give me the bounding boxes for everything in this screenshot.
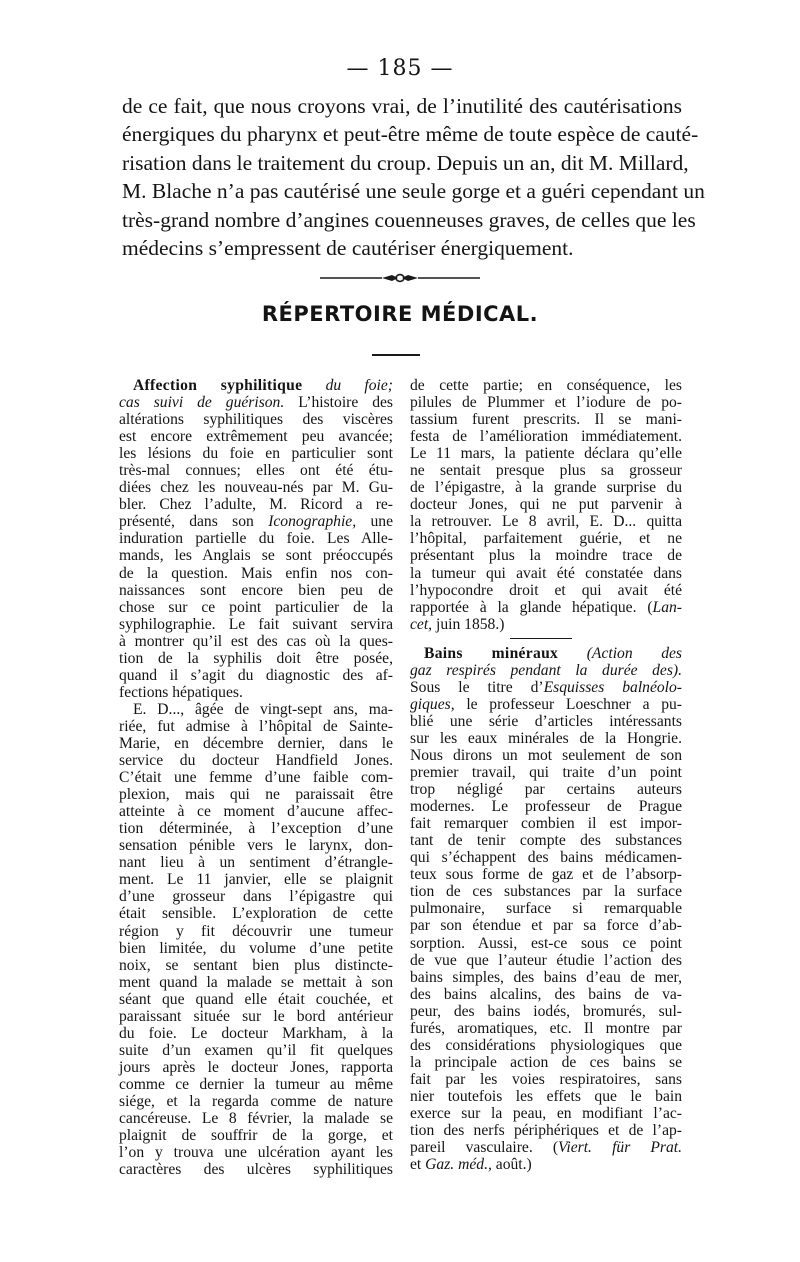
text-line: de vue que l’auteur étudie l’action des [410,951,682,969]
section-title: RÉPERTOIRE MÉDICAL. [261,302,539,326]
text-line: ment quand la malade se mettait à son [119,973,393,991]
text-line: l’on y trouva une ulcération ayant les [119,1144,393,1162]
text-line: cancéreuse. Le 8 février, la malade se [119,1110,393,1128]
text-line: par son étendue et par sa force d’ab- [410,917,682,935]
article-bains-mineraux [410,645,682,1173]
text-fragment: le professeur Loeschner a pu- [466,695,682,713]
text-line: Le 11 mars, la patiente déclara qu’elle [410,445,682,463]
text-line: nant lieu à un sentiment d’étrangle- [119,854,393,872]
text-line: C’était une femme d’une faible com- [119,769,393,787]
text-line: l’hypocondre droit et qui avait été [410,581,682,599]
intro-line: risation dans le traitement du croup. Depuis un an, dit M. Millard, [122,150,689,175]
page-number: — 185 — [346,56,454,81]
book-title: Esquisses balnéolo- [543,678,682,696]
text-line: d’une grosseur dans l’épigastre qui [119,888,393,906]
book-title: Iconographie, [268,513,357,531]
text-line: syphilographie. Le fait suivant servira [119,615,393,633]
text-line: ne sentait presque plus sa grosseur [410,462,682,480]
journal-name: Lan- [652,598,682,616]
text-line: pulmonaire, surface si remarquable [410,900,682,918]
text-line: de la question. Mais enfin nos con- [119,564,393,582]
title-rule [372,354,420,356]
text-line: plexion, mais qui ne paraissait être [119,786,393,804]
journal-name: Gaz. méd., [425,1156,492,1174]
text-fragment: Sous le titre d’ [410,678,544,696]
text-line: comme ce dernier la tumeur au même [119,1075,393,1093]
source-citation [410,599,682,616]
text-line: plaignit de souffrir de la gorge, et [119,1127,393,1145]
text-line: furés, aromatiques, etc. Il montre par [410,1019,682,1037]
text-line: tion déterminée, à l’exception d’une [119,820,393,838]
text-line: peur, des bains iodés, bromurés, sul- [410,1002,682,1020]
text-line: blié une série d’articles intéressants [410,712,682,730]
article-separator [510,638,572,639]
text-line: modernes. Le professeur de Prague [410,798,682,816]
text-line: est encore extrêmement peu avancée; [119,428,393,446]
text-line: qui s’échappent des bains médicamen- [410,849,682,867]
text-line: l’hôpital, parfaitement guérie, et ne [410,530,682,548]
right-column [410,377,682,1173]
text-line: trop négligé par certains auteurs [410,781,682,799]
article-title-line [410,645,682,662]
text-line: fections hépatiques. [119,683,243,701]
left-column [119,377,393,1178]
source-citation [410,1139,682,1156]
text-line: sur les eaux minérales de la Hongrie. [410,729,682,747]
article-title-line [119,377,393,394]
text-line: région y fit découvrir une tumeur [119,922,393,940]
text-line: chose sur ce point particulier de la [119,598,393,616]
text-line: présentant plus la moindre trace de [410,547,682,565]
article-affection-syphilitique [119,377,393,1178]
text-line: la tumeur qui avait été constatée dans [410,564,682,582]
text-line: tassium furent prescrits. Il se mani- [410,411,682,429]
text-line: E. D..., âgée de vingt-sept ans, ma- [133,700,393,718]
article-subtitle: cas suivi de guérison. [119,394,285,412]
text-line: induration partielle du foie. Les Alle- [119,530,393,548]
text-fragment: août.) [495,1156,532,1174]
intro-paragraph [122,92,705,262]
text-line: Marie, en décembre dernier, dans le [119,734,393,752]
text-line: les lésions du foie en particulier sont [119,445,393,463]
text-line: de cette partie; en conséquence, les [410,377,682,394]
text-line: à montrer qu’il est des cas où la ques- [119,632,393,650]
journal-name: Viert. für Prat. [558,1139,682,1157]
text-line: tion de ces substances par la surface [410,883,682,901]
text-fragment: et [410,1156,422,1174]
text-line: teux sous forme de gaz et de l’absorp- [410,866,682,884]
intro-line: M. Blache n’a pas cautérisé une seule gorge et a guéri cependant un [122,179,705,204]
intro-line: énergiques du pharynx et peut-être même de toute espèce de cauté- [122,122,699,147]
intro-line: très-grand nombre d’angines couenneuses graves, de celles que les [122,207,696,232]
text-line: diées chez les nouveau-nés par M. Gu- [119,479,393,497]
text-line: sensation pénible vers le larynx, don- [119,837,393,855]
text-line: tion des nerfs périphériques et de l’ap- [410,1122,682,1140]
journal-name: cet, [410,615,433,633]
text-line: festa de l’amélioration immédiatement. [410,428,682,446]
text-line: la retrouver. Le 8 avril, E. D... quitta [410,513,682,531]
text-line: riée, fut admise à l’hôpital de Sainte- [119,717,393,735]
text-line: caractères des ulcères syphilitiques [119,1161,393,1179]
text-line: bains simples, des bains d’eau de mer, [410,968,682,986]
text-fragment: L’histoire des [298,394,393,412]
text-line: séant que quand elle était couchée, et [119,990,393,1008]
text-line: la principale action de ces bains se [410,1053,682,1071]
text-line [119,513,393,530]
text-line: paraissant située sur le bord antérieur [119,1007,393,1025]
text-line: de l’épigastre, à la grande surprise du [410,479,682,497]
text-line: pilules de Plummer et l’iodure de po- [410,394,682,412]
text-line [410,679,682,696]
text-line: jours après le docteur Jones, rapporta [119,1058,393,1076]
text-line: altérations syphilitiques des viscères [119,411,393,429]
intro-line: médecins s’empressent de cautériser énergiquement. [122,236,574,261]
text-line: bler. Chez l’adulte, M. Ricord a re- [119,496,393,514]
article-subtitle: du foie; [325,377,393,394]
text-line: ment. Le 11 janvier, elle se plaignit [119,871,393,889]
text-line: tion de la syphilis doit être posée, [119,649,393,667]
text-line: siége, et la regarda comme de nature [119,1092,393,1110]
text-line: sorption. Aussi, est-ce sous ce point [410,934,682,952]
text-line [119,394,393,411]
text-line: fait par les voies respiratoires, sans [410,1070,682,1088]
text-fragment: présenté, dans son [119,513,254,531]
source-citation [410,616,682,633]
text-fragment: rapportée à la glande hépatique. ( [410,598,653,616]
article-title: Bains minéraux [424,644,559,662]
intro-line: de ce fait, que nous croyons vrai, de l’inutilité des cautérisations [122,94,682,118]
article-title: Affection syphilitique [133,377,303,394]
text-line: bien limitée, du volume d’une petite [119,939,393,957]
source-citation [410,1156,682,1173]
text-line: tant de tenir compte des substances [410,832,682,850]
text-line: atteinte à ce moment d’aucune affec- [119,803,393,821]
text-line: suite d’un examen qu’il fit quelques [119,1041,393,1059]
book-title: giques, [410,695,455,713]
text-line: très-mal connues; elles ont été étu- [119,462,393,480]
text-fragment: juin 1858.) [435,615,505,633]
text-line: mands, les Anglais se sont préoccupés [119,547,393,565]
article-subtitle: gaz respirés pendant la durée des). [410,661,682,679]
text-line: du foie. Le docteur Markham, à la [119,1024,393,1042]
text-line: des bains alcalins, des bains de va- [410,985,682,1003]
text-fragment: une [370,513,393,531]
article-subtitle: (Action des [586,644,682,662]
text-line: exerce sur la peau, en modifiant l’ac- [410,1104,682,1122]
text-line: docteur Jones, qui ne put parvenir à [410,496,682,514]
text-line: noix, se sentant bien plus distincte- [119,956,393,974]
text-line: quand il s’agit du diagnostic des af- [119,666,393,684]
text-line: Nous dirons un mot seulement de son [410,746,682,764]
text-line: naissances sont encore bien peu de [119,581,393,599]
text-line: des considérations physiologiques que [410,1036,682,1054]
text-line: premier travail, qui traite d’un point [410,764,682,782]
text-line: fait remarquer combien il est impor- [410,815,682,833]
text-line [410,696,682,713]
text-line [410,662,682,679]
article-affection-continued [410,377,682,633]
ornament-divider [318,270,482,286]
text-line: était sensible. L’exploration de cette [119,905,393,923]
text-line: nier toutefois les effets que le bain [410,1087,682,1105]
text-line: service du docteur Handfield Jones. [119,752,393,770]
text-fragment: pareil vasculaire. ( [410,1139,559,1157]
